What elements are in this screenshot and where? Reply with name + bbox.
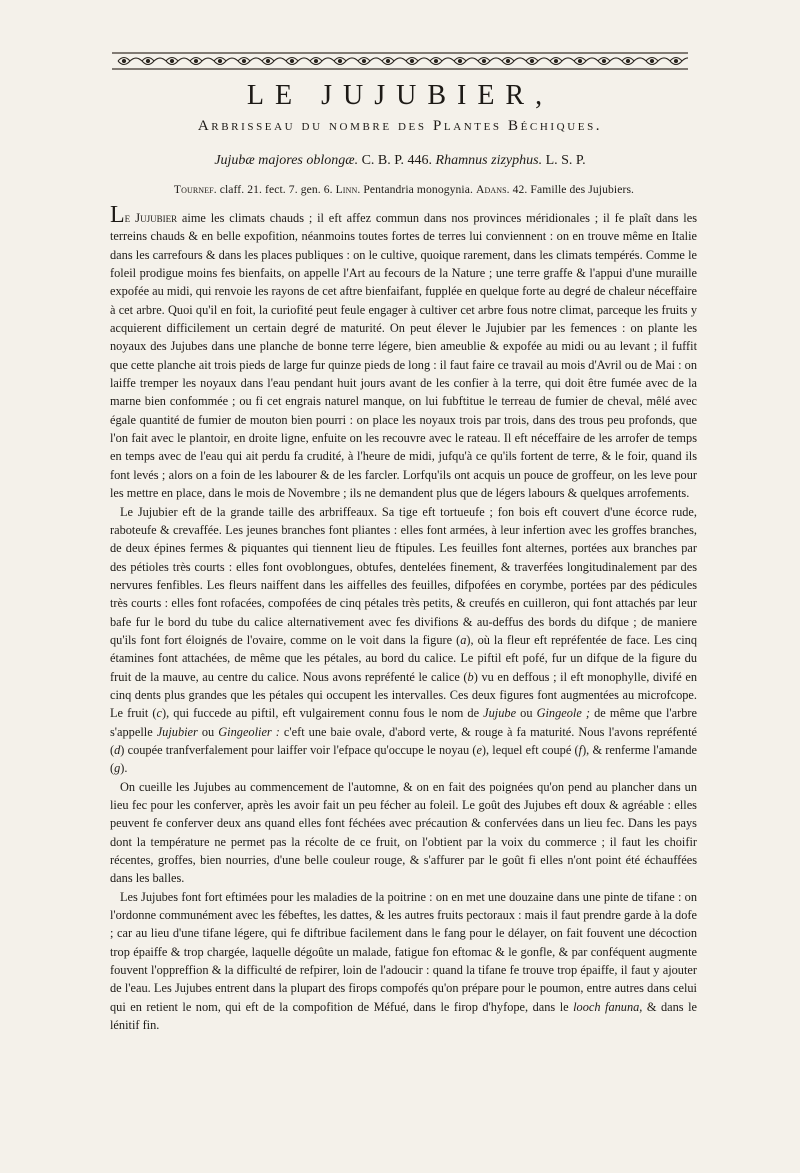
figure-ref: b bbox=[467, 669, 474, 684]
linnaeus-author: Linn. bbox=[335, 183, 361, 196]
adanson-author: Adans. bbox=[475, 183, 510, 196]
italic-term: Gingeolier : bbox=[218, 724, 280, 739]
figure-ref: f bbox=[578, 742, 583, 757]
page-subtitle: Arbrisseau du nombre des Plantes Béchiques. bbox=[197, 118, 603, 134]
synonym-bauhin-name: Jujubæ majores oblongæ. bbox=[214, 153, 359, 168]
text-run: ), & renferme l'amande ( bbox=[110, 742, 697, 776]
italic-term: Jujubier bbox=[156, 724, 198, 739]
text-run: Le Jujubier eft de la grande taille des arbriffeaux. Sa tige eft tortueufe ; fon bois eft couvert d'une écorce rude, raboteufe & crevaffée. Les jeunes branches font pliantes : elles font armées, à leur infertion avec les groffes branches, de deux épines fermes & piquantes qui tiennent lieu de ftipules. Les feuilles font alternes, portées aux branches par des pétioles très courts : elles font ovoblongues, obtufes, dentelées finement, & traverfées longitudinalement par des nervures fenfibles. Les fleurs naiffent dans les aiffelles des feuilles, difpofées en corymbe, portées par des pédicules très courts : elles font rofacées, compofées de cinq pétales très petits, & creufés en cuilleron, qui font attachés par leur bafe fur le bord du tube du calice alternativement avec fes divifions & au-deffus des bords du difque ; de maniere qu'ils font fort éloignés de l'ovaire, comme on le voit dans la figure ( bbox=[110, 504, 697, 647]
text-run: ), lequel eft coupé ( bbox=[481, 742, 579, 757]
figure-ref: c bbox=[156, 706, 163, 721]
drop-cap: L bbox=[110, 202, 125, 228]
italic-term: Jujube bbox=[483, 706, 517, 721]
synonym-linnaeus-name: Rhamnus zizyphus. bbox=[435, 153, 543, 168]
italic-term: looch fanuna, bbox=[573, 999, 643, 1014]
paragraph-cultivation bbox=[110, 202, 697, 503]
text-run: & dans le lénitif fin. bbox=[110, 999, 697, 1033]
text-run: de même que l'arbre s'appelle bbox=[110, 706, 697, 739]
paragraph-harvest: On cueille les Jujubes au commencement de l'automne, & on en fait des poignées qu'on pend au plancher dans un lieu fec pour les conferver, après les avoir fait un peu fécher au foleil. Le goût des Jujubes eft doux & agréable : elles peuvent fe conferver deux ans quand elles font féchées avec précaution & confervées dans un lieu fec. Dans les pays dont la température ne permet pas la récolte de ce fruit, on l'obtient par la voix du commerce ; il faut les choifir récentes, groffes, bien nourries, d'une belle couleur rouge, & s'affurer par le goût fi elles n'ont point été échauffées dans les balles. bbox=[110, 779, 697, 886]
paragraph-description bbox=[110, 503, 697, 778]
italic-term: Gingeole ; bbox=[536, 706, 591, 721]
text-run: ou bbox=[197, 724, 219, 739]
text-run: ) coupée tranfverfalement pour laiffer voir l'efpace qu'occupe le noyau ( bbox=[120, 742, 477, 757]
decorative-border-ornament bbox=[112, 50, 688, 72]
botanical-synonyms bbox=[0, 153, 800, 169]
text-run: Les Jujubes font fort eftimées pour les maladies de la poitrine : on en met une douzaine dans une pinte de tifane : on l'ordonne communément avec les fébeftes, les dattes, & les autres fruits pectoraux : mais il faut prendre garde à la dofe ; car au lieu d'une tifane légere, qui fe diftribue facilement dans le fang pour le délayer, on fait fouvent une décoction trop épaiffe & trop chargée, laquelle dégoûte un malade, fatigue fon eftomac & le gonfle, & par conféquent augmente fouvent l'oppreffion & la difficulté de refpirer, loin de l'adoucir : quand la tifane fe trouve trop épaiffe, il faut y ajouter de l'eau. Les Jujubes entrent dans la plupart des firops compofés qu'on prépare pour le poumon, entre autres dans celui qui en retient le nom, qui eft de la compofition de Méfué, dans le firop d'hyfope, dans le bbox=[110, 889, 697, 1014]
article-body bbox=[110, 202, 698, 1034]
synonym-linnaeus-ref: L. S. P. bbox=[542, 153, 586, 168]
tournefort-class: claff. 21. fect. 7. gen. 6. bbox=[216, 183, 336, 196]
text-run: c'eft une baie ovale, d'abord verte, & rouge à fa maturité. Nous l'avons repréfenté ( bbox=[110, 724, 697, 757]
paragraph-medicinal-use bbox=[110, 888, 697, 1035]
text-run: ou bbox=[516, 706, 537, 721]
figure-ref: a bbox=[460, 632, 467, 647]
text-run: ), où la fleur eft repréfentée de face. Les cinq étamines font attachées, de même que les pétales, au bord du calice. Le piftil eft pofé, fur un difque de la figure du fruit de la mauve, au centre du calice. Nous avons repréfenté le calice ( bbox=[110, 632, 697, 684]
text-run: ). bbox=[120, 761, 128, 776]
page-title: LE JUJUBIER, bbox=[246, 80, 554, 111]
text-run: ), qui fuccede au piftil, eft vulgairement connu fous le nom de bbox=[162, 706, 484, 721]
figure-ref: e bbox=[476, 742, 482, 757]
adanson-class: 42. Famille des Jujubiers. bbox=[509, 183, 635, 196]
paragraph-text: aime les climats chauds ; il eft affez commun dans nos provinces méridionales ; il fe plaît dans les terreins chauds & en belle expofition, néanmoins toutes fortes de terres lui conviennent : on en trouve même en Italie dans les carrefours & dans les places publiques : on le cultive, quoique rarement, dans les climats tempérés. Comme le foleil prodigue moins fes bienfaits, on appelle l'Art au fecours de la Nature ; une terre graffe & l'appui d'une muraille expofée au midi, qui renvoie les rayons de cet aftre bienfaifant, fupplée en quelque forte au degré de chaleur néceffaire à cet arbre. Quoi qu'il en foit, la curiofité peut feule engager à cultiver cet arbre fous notre climat, parceque les fruits y acquierent difficilement un certain degré de maturité. On peut élever le Jujubier par les femences : on plante les noyaux des Jujubes dans une planche de bonne terre légere, bien ameublie & expofée au midi ou au levant ; il fuffit que cette planche ait trois pieds de large fur quinze pieds de long : il faut faire ce travail au mois d'Avril ou de Mai : on laiffe tremper les noyaux dans l'eau pendant huit jours avant de les confier à la terre, qui doit être fumée avec de la marne bien confommée ; ou fi cet engrais naturel manque, on lui fubftitue le terreau de fumier de cheval, mêlé avec égale quantité de fumier de mouton bien pourri : on place les noyaux trois par trois, dans des trous peu profonds, que l'on fait avec le plantoir, en droite ligne, enfuite on les recouvre avec le rateau. Il eft néceffaire de les arrofer de temps en temps avec de l'eau qui ait perdu fa crudité, à l'heure de midi, jufqu'à ce qu'ils fortent de terre, & le foir, quand ils font levés ; alors on a foin de les labourer & de les farcler. Lorfqu'ils ont acquis un pouce de groffeur, on les leve pour les mettre en place, dans le mois de Novembre ; ils ne demandent plus que de légers labours & quelques arrofements. bbox=[110, 211, 697, 501]
lead-word: e Jujubier bbox=[124, 211, 178, 225]
linnaeus-class: Pentandria monogynia. bbox=[360, 183, 476, 196]
figure-ref: g bbox=[114, 761, 121, 776]
text-run: ) vu en deffous ; il eft monophylle, divifé en cinq dents plus grandes que les pétales qui occupent les intervalles. Ces deux figures font augmentées au microfcope. Le fruit ( bbox=[110, 669, 698, 721]
classification-line bbox=[110, 183, 698, 196]
synonym-bauhin-ref: C. B. P. 446. bbox=[358, 153, 436, 168]
tournefort-author: Tournef. bbox=[173, 183, 217, 196]
figure-ref: d bbox=[114, 742, 121, 757]
